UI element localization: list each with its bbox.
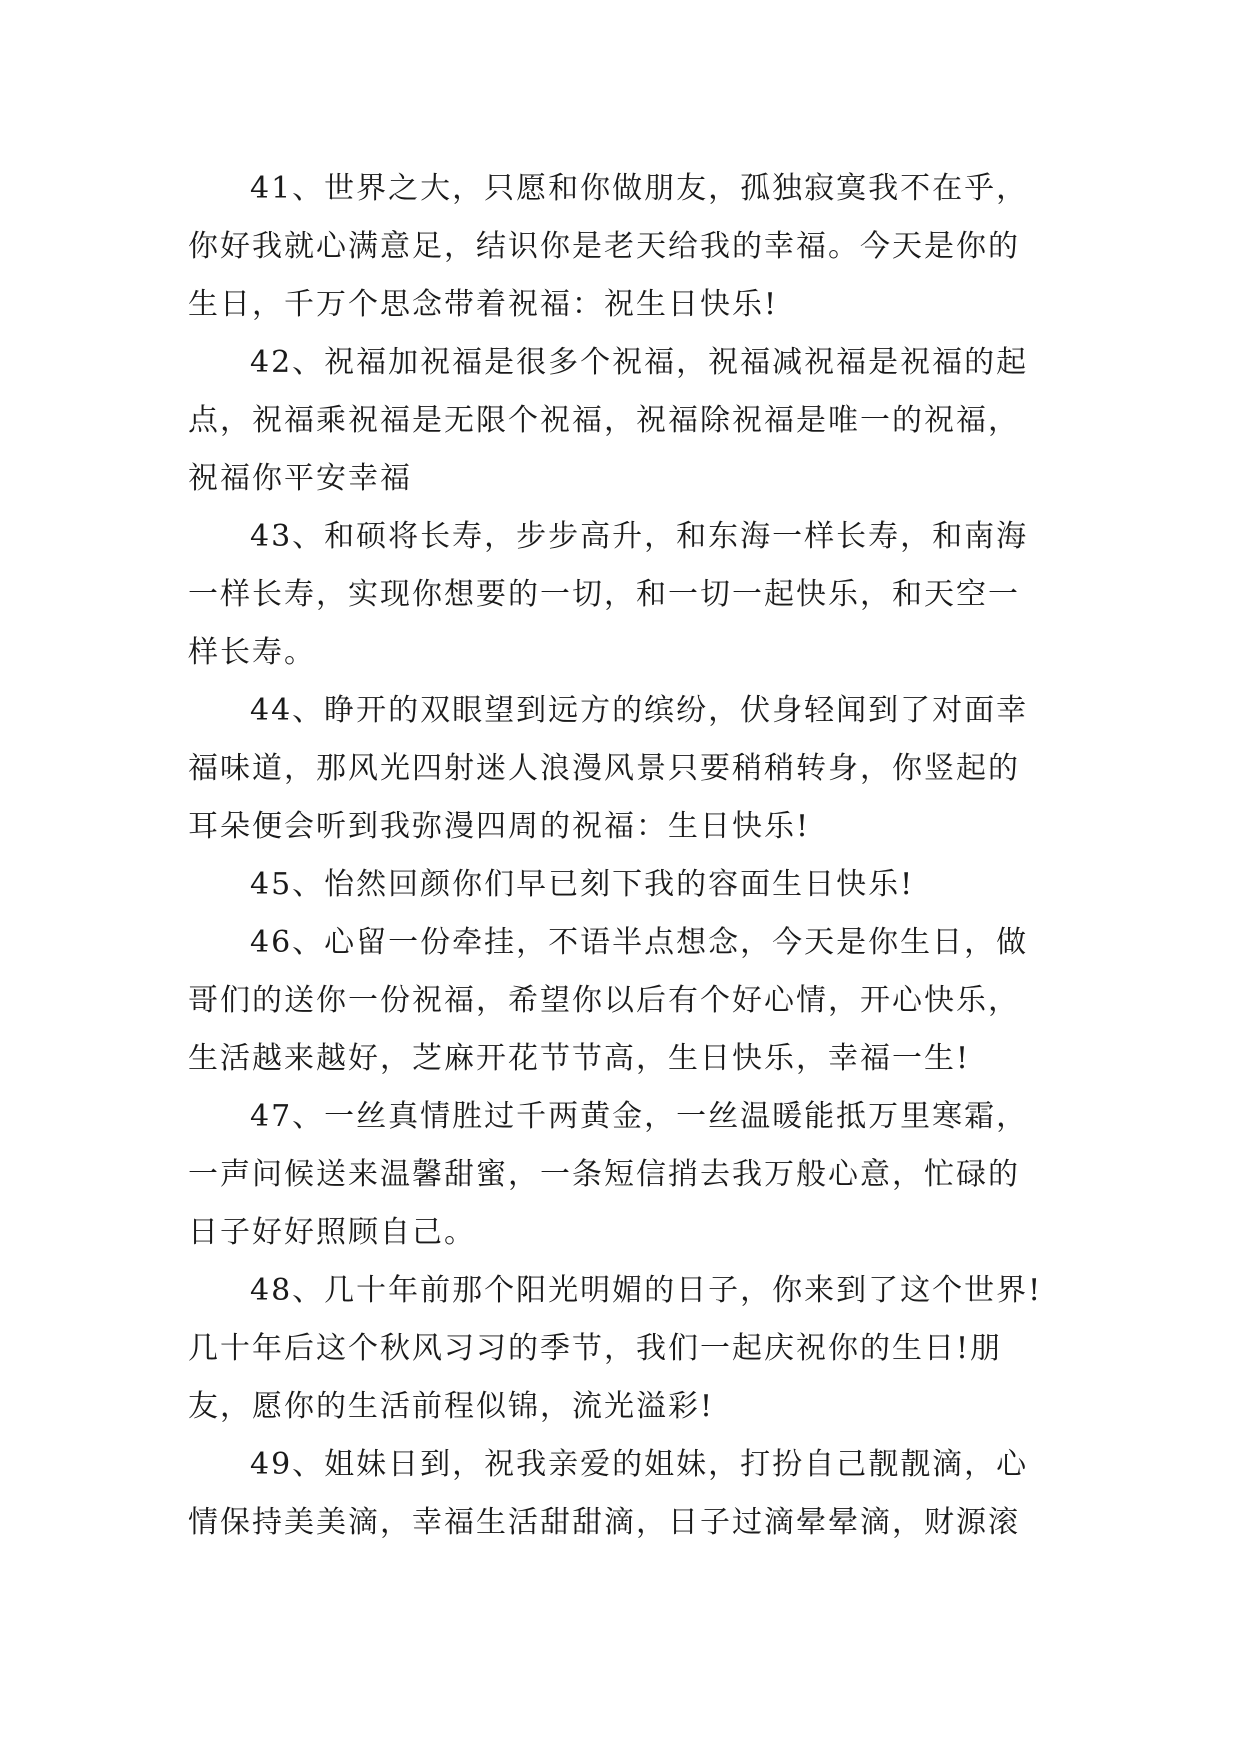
paragraph: [188, 1088, 1068, 1262]
text-line: 福味道，那风光四射迷人浪漫风景只要稍稍转身，你竖起的: [188, 751, 1020, 786]
text-line: 几十年后这个秋风习习的季节，我们一起庆祝你的生日!朋: [188, 1331, 1003, 1366]
text-line: 祝福你平安幸福: [188, 461, 412, 496]
text-line: 一样长寿，实现你想要的一切，和一切一起快乐，和天空一: [188, 577, 1020, 612]
text-line: 42、祝福加祝福是很多个祝福，祝福减祝福是祝福的起: [250, 345, 1029, 380]
paragraph: [188, 334, 1068, 508]
paragraph: [188, 1262, 1068, 1436]
text-line: 48、几十年前那个阳光明媚的日子，你来到了这个世界!: [250, 1273, 1043, 1308]
text-line: 49、姐妹日到，祝我亲爱的姐妹，打扮自己靓靓滴，心: [250, 1447, 1029, 1482]
text-line: 46、心留一份牵挂，不语半点想念，今天是你生日，做: [250, 925, 1029, 960]
text-line: 47、一丝真情胜过千两黄金，一丝温暖能抵万里寒霜，: [250, 1099, 1029, 1134]
text-line: 41、世界之大，只愿和你做朋友，孤独寂寞我不在乎，: [250, 171, 1029, 206]
text-line: 45、怡然回颜你们早已刻下我的容面生日快乐!: [250, 867, 915, 902]
text-line: 点，祝福乘祝福是无限个祝福，祝福除祝福是唯一的祝福，: [188, 403, 1020, 438]
text-line: 样长寿。: [188, 635, 316, 670]
text-line: 耳朵便会听到我弥漫四周的祝福：生日快乐!: [188, 809, 811, 844]
paragraph: [188, 856, 1068, 914]
text-line: 生活越来越好，芝麻开花节节高，生日快乐，幸福一生!: [188, 1041, 971, 1076]
document-body: [188, 160, 1068, 1552]
text-line: 情保持美美滴，幸福生活甜甜滴，日子过滴晕晕滴，财源滚: [188, 1505, 1020, 1540]
paragraph: [188, 682, 1068, 856]
paragraph: [188, 160, 1068, 334]
paragraph: [188, 508, 1068, 682]
text-line: 日子好好照顾自己。: [188, 1215, 476, 1250]
text-line: 44、睁开的双眼望到远方的缤纷，伏身轻闻到了对面幸: [250, 693, 1029, 728]
text-line: 一声问候送来温馨甜蜜，一条短信捎去我万般心意，忙碌的: [188, 1157, 1020, 1192]
text-line: 43、和硕将长寿，步步高升，和东海一样长寿，和南海: [250, 519, 1029, 554]
text-line: 友，愿你的生活前程似锦，流光溢彩!: [188, 1389, 715, 1424]
text-line: 生日，千万个思念带着祝福：祝生日快乐!: [188, 287, 779, 322]
text-line: 你好我就心满意足，结识你是老天给我的幸福。今天是你的: [188, 229, 1020, 264]
paragraph: [188, 1436, 1068, 1552]
text-line: 哥们的送你一份祝福，希望你以后有个好心情，开心快乐，: [188, 983, 1020, 1018]
paragraph: [188, 914, 1068, 1088]
